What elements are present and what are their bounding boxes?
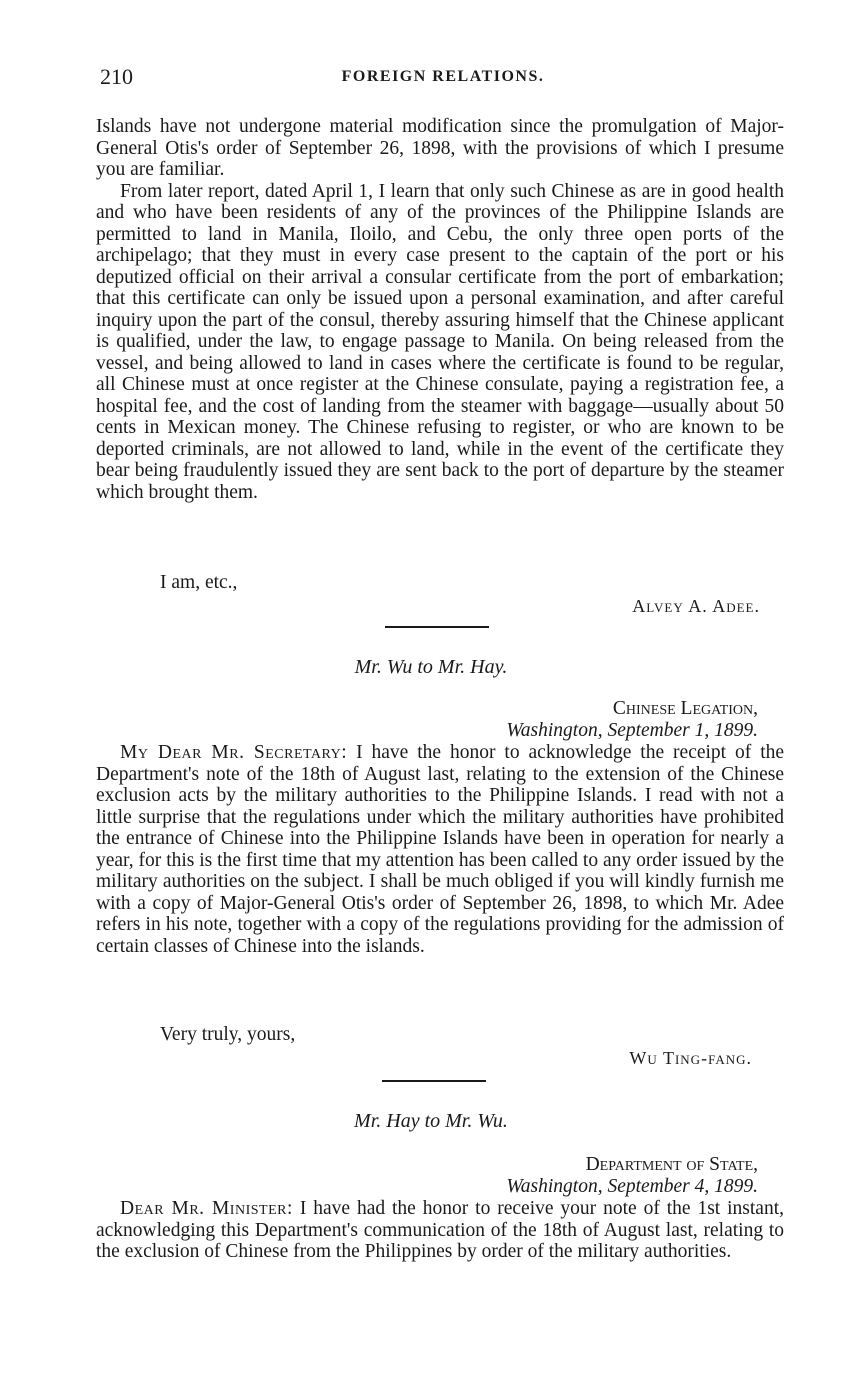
sender-address	[506, 698, 758, 742]
paragraph: From later report, dated April 1, I learn that only such Chinese as are in good health and who have been residents of any of the provinces of the Philippine Islands are permitted to land in Manila, Iloilo, and Cebu, the only three open ports of the archipelago; that they must in every case present to the captain of the port or his deputized official on their arrival a consular certificate from the port of embarkation; that this certificate can only be issued upon a personal examination, and after careful inquiry upon the part of the consul, thereby assuring himself that the Chinese applicant is qualified, under the law, to engage passage to Manila. On being released from the vessel, and being allowed to land in cases where the certificate is found to be regular, all Chinese must at once register at the Chinese consulate, paying a registration fee, a hospital fee, and the cost of landing from the steamer with baggage—usually about 50 cents in Mexican money. The Chinese refusing to register, or who are known to be deported criminals, are not allowed to land, while in the event of the certificate they bear being fraudulently issued they are sent back to the port of departure by the steamer which brought them.	[96, 180, 784, 503]
letter-adee-body	[96, 116, 784, 503]
divider-rule	[385, 626, 489, 628]
page-number: 210	[100, 64, 133, 89]
letter-heading: Mr. Wu to Mr. Hay.	[354, 656, 508, 678]
address-date: Washington, September 4, 1899.	[506, 1176, 758, 1197]
running-head: FOREIGN RELATIONS.	[341, 68, 545, 85]
paragraph-text: I have the honor to acknowledge the receipt of the Department's note of the 18th of August last, relating to the extension of the Chinese exclusion acts by the military authorities to the Philippine Islands. I read with not a little surprise that the regulations under which the military authorities have prohibited the entrance of Chinese into the Philippine Islands have been in operation for nearly a year, for this is the first time that my attention has been called to any order issued by the military authorities on the subject. I shall be much obliged if you will kindly furnish me with a copy of Major-General Otis's order of September 26, 1898, to which Mr. Adee refers in his note, together with a copy of the regulations providing for the admission of certain classes of Chinese into the islands.	[96, 742, 785, 957]
address-line: Department of State,	[585, 1154, 758, 1175]
letter-hay-body	[96, 1198, 784, 1263]
signature: Alvey A. Adee.	[632, 596, 760, 616]
paragraph	[96, 1198, 784, 1263]
divider-rule	[382, 1080, 486, 1082]
salutation: My Dear Mr. Secretary:	[120, 742, 348, 763]
salutation: Dear Mr. Minister:	[120, 1198, 293, 1219]
letter-wu-body	[96, 742, 784, 957]
closing: I am, etc.,	[160, 572, 238, 593]
closing: Very truly, yours,	[160, 1024, 296, 1045]
letter-heading: Mr. Hay to Mr. Wu.	[354, 1110, 508, 1132]
sender-address	[506, 1154, 758, 1198]
paragraph: Islands have not undergone material modification since the promulgation of Major-General Otis's order of September 26, 1898, with the provisions of which I presume you are familiar.	[96, 116, 784, 180]
paragraph-text: I have had the honor to receive your note of the 1st instant, acknowledging this Department's communication of the 18th of August last, relating to the exclusion of Chinese from the Philippines by order of the military authorities.	[96, 1198, 784, 1262]
address-date: Washington, September 1, 1899.	[506, 720, 758, 741]
signature: Wu Ting-fang.	[629, 1048, 752, 1068]
address-line: Chinese Legation,	[612, 698, 758, 719]
page-header	[100, 64, 786, 94]
paragraph	[96, 742, 784, 957]
